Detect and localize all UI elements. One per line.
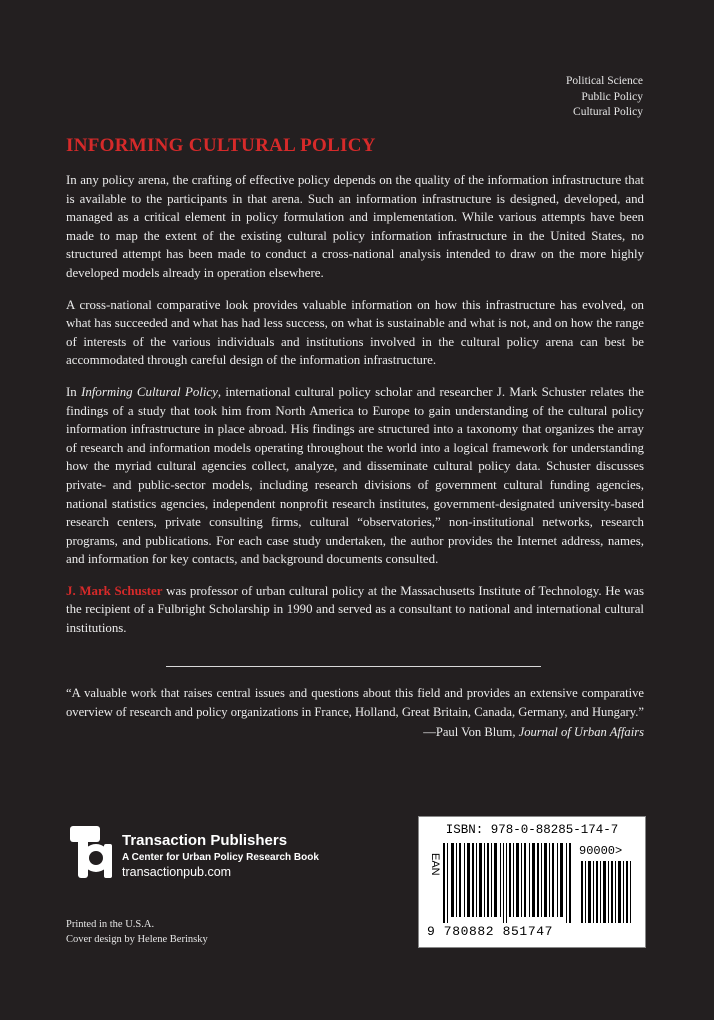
publisher-website: transactionpub.com — [122, 865, 232, 879]
book-title: INFORMING CULTURAL POLICY — [66, 135, 376, 156]
author-bio — [66, 582, 644, 638]
credit-line: Printed in the U.S.A. — [66, 919, 155, 930]
ean-label: EAN — [429, 853, 441, 876]
publisher-block — [66, 824, 366, 884]
barcode-bars — [443, 843, 573, 923]
subject-line: Cultural Policy — [573, 106, 643, 118]
addon-barcode-bars — [581, 861, 633, 923]
para-rest: , international cultural policy scholar and researcher J. Mark Schuster relates the findings of a study that took him from North America to Europe to gain understanding of the cultural policy information infrastructure in place abroad. His findings are structured into a taxonomy that organizes the array of research and information models operating throughout the world into a logical framework for understanding how the myriad cultural agencies collect, analyze, and disseminate cultural policy data. Schuster discusses private- and public-sector models, including research divisions of government cultural funding agencies, national statistics agencies, independent nonprofit research institutes, government-designated university-based research centers, private consulting firms, cultural “observatories,” non-institutional networks, research programs, and publications. For each case study undertaken, the author provides the Internet address, names, and information for key contacts, and background documents consulted. — [66, 384, 644, 567]
isbn-barcode — [418, 816, 646, 948]
print-credits — [66, 917, 208, 947]
ean-digits: 9 780882 851747 — [427, 924, 554, 939]
author-bio-text: was professor of urban cultural policy at the Massachusetts Institute of Technology. He was the recipient of a Fulbright Scholarship in 1990 and served as a consultant to national and international cultural institutions. — [66, 583, 644, 636]
publisher-logo-icon — [66, 824, 116, 882]
publisher-name: Transaction Publishers — [122, 832, 288, 849]
description-paragraph: In any policy arena, the crafting of effective policy depends on the quality of the information infrastructure that is available to the participants in that arena. Such an information infrastructure is designed, developed, and managed as a critical element in policy formulation and implementation. While various attempts have been made to map the extent of the existing cultural policy information infrastructure in the United States, no structured attempt has been made to conduct a cross-national analysis intended to draw on the more highly developed models already in operation elsewhere. — [66, 173, 644, 280]
subject-line: Political Science — [566, 75, 643, 87]
para-lead: In — [66, 384, 82, 399]
subject-categories — [566, 74, 643, 121]
description-paragraph: A cross-national comparative look provides valuable information on how this infrastructure has evolved, on what has succeeded and what has had less success, on what is sustainable and what is not, and on how the range of interests of the various individuals and institutions involved in the cultural policy arena can best be accommodated through careful design of the information infrastructure. — [66, 297, 644, 368]
publisher-tagline: A Center for Urban Policy Research Book — [122, 852, 319, 863]
quote-source: Journal of Urban Affairs — [518, 725, 644, 740]
quote-reviewer: —Paul Von Blum, — [423, 725, 519, 740]
price-code: 90000> — [579, 844, 623, 858]
book-description — [66, 171, 644, 651]
isbn-label: ISBN: 978-0-88285-174-7 — [445, 823, 619, 837]
quote-text: “A valuable work that raises central issues and questions about this field and provides an extensive comparative overview of research and policy organizations in France, Holland, Great Britain, Canada, Germany, and Hungary.” — [66, 686, 644, 719]
divider-line — [166, 666, 541, 667]
quote-attribution — [66, 723, 644, 742]
subject-line: Public Policy — [581, 90, 643, 103]
description-paragraph — [66, 383, 644, 569]
review-quote — [66, 684, 644, 742]
book-title-italic: Informing Cultural Policy — [81, 384, 218, 399]
credit-line: Cover design by Helene Berinsky — [66, 934, 208, 945]
author-name: J. Mark Schuster — [66, 583, 163, 598]
